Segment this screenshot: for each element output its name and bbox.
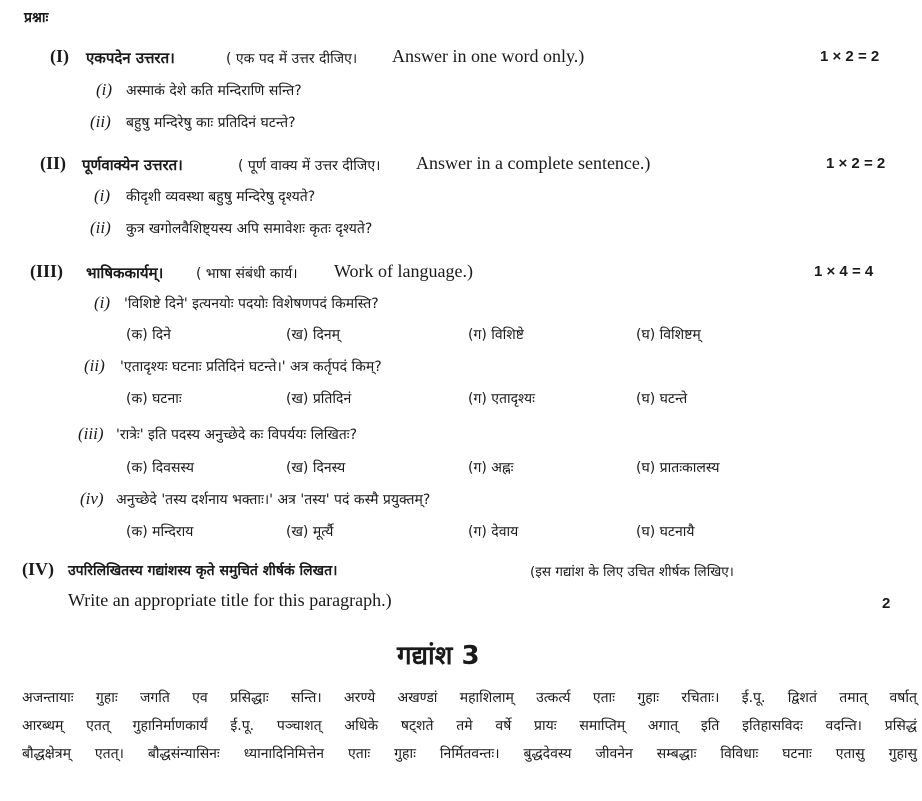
section-title-sanskrit: भाषिककार्यम्। [86, 264, 164, 282]
question-text: कीदृशी व्यवस्था बहुषु मन्दिरेषु दृश्यते? [126, 189, 316, 205]
question-number: (i) [94, 186, 111, 205]
question-number: (ii) [90, 112, 111, 131]
section-title-english: Answer in one word only.) [392, 46, 585, 66]
question-number: (iv) [80, 489, 104, 508]
section-number: (IV) [22, 559, 54, 579]
section-title-english: Write an appropriate title for this paragraph.) [68, 590, 392, 610]
option-ka: (क) दिवसस्य [126, 460, 194, 476]
questions-heading: प्रश्नाः [24, 10, 49, 26]
option-kha: (ख) दिनम् [286, 327, 341, 343]
section-title-hindi: ( पूर्ण वाक्य में उत्तर दीजिए। [238, 158, 381, 174]
section-number: (I) [50, 46, 69, 66]
option-kha: (ख) मूर्त्यै [286, 524, 334, 540]
option-gha: (घ) घटनायै [636, 524, 695, 540]
question-text: अनुच्छेदे 'तस्य दर्शनाय भक्ताः।' अत्र 'तस्य' पदं कस्मै प्रयुक्तम्? [116, 492, 431, 508]
option-kha: (ख) प्रतिदिनं [286, 391, 352, 407]
question-number: (i) [94, 293, 111, 312]
section-title-sanskrit: पूर्णवाक्येन उत्तरत। [82, 156, 183, 174]
section-title-sanskrit: उपरिलिखितस्य गद्यांशस्य कृते समुचितं शीर्षकं लिखत। [68, 563, 338, 579]
section-number: (III) [30, 261, 64, 281]
section-title-english: Answer in a complete sentence.) [416, 153, 651, 173]
section-title-hindi: ( एक पद में उत्तर दीजिए। [226, 51, 358, 67]
question-number: (iii) [78, 424, 104, 443]
option-ka: (क) घटनाः [126, 391, 182, 407]
option-gha: (घ) घटन्ते [636, 391, 688, 407]
section-title-hindi: (इस गद्यांश के लिए उचित शीर्षक लिखिए। [530, 564, 734, 580]
section-title-english: Work of language.) [334, 261, 473, 281]
question-number: (i) [96, 80, 113, 99]
section-title-sanskrit: एकपदेन उत्तरत। [86, 49, 175, 67]
passage-line: अजन्तायाः गुहाः जगति एव प्रसिद्धाः सन्ति। अरण्ये अखण्डां महाशिलाम् उत्कर्त्य एताः गुहाः रचिताः। ई.पू. द्विशतं तमात् वर्षात् [22, 690, 917, 706]
question-text: कुत्र खगोलवैशिष्ट्यस्य अपि समावेशः कृतः दृश्यते? [126, 221, 373, 237]
option-ga: (ग) अह्नः [468, 460, 514, 476]
option-ka: (क) मन्दिराय [126, 524, 194, 540]
passage-line: बौद्धक्षेत्रम् एतत्। बौद्धसंन्यासिनः ध्यानादिनिमित्तेन एताः गुहाः निर्मितवन्तः। बुद्धदेवस्य जीवनेन सम्बद्धाः विविधाः घटनाः एतासु गुहासु [22, 746, 917, 762]
passage-line: आरब्धम् एतत् गुहानिर्माणकार्यं ई.पू. पञ्चाशत् अधिके षट्शते तमे वर्षे प्रायः समाप्तिम् अगात् इति इतिहासविदः वदन्ति। प्रसिद्धं [22, 718, 917, 734]
section-marks: 1 × 4 = 4 [814, 263, 874, 280]
option-gha: (घ) प्रातःकालस्य [636, 460, 720, 476]
question-text: 'विशिष्टे दिने' इत्यनयोः पदयोः विशेषणपदं किमस्ति? [124, 296, 379, 312]
option-gha: (घ) विशिष्टम् [636, 327, 701, 343]
section-marks: 1 × 2 = 2 [826, 155, 886, 172]
question-text: बहुषु मन्दिरेषु काः प्रतिदिनं घटन्ते? [126, 115, 296, 131]
option-ga: (ग) एतादृश्यः [468, 391, 535, 407]
passage-title: गद्यांश 3 [397, 641, 480, 671]
question-text: 'रात्रेः' इति पदस्य अनुच्छेदे कः विपर्ययः लिखितः? [116, 427, 358, 443]
section-title-hindi: ( भाषा संबंधी कार्य। [196, 266, 298, 282]
question-number: (ii) [84, 356, 105, 375]
section-number: (II) [40, 153, 66, 173]
question-text: अस्माकं देशे कति मन्दिराणि सन्ति? [126, 83, 302, 99]
passage-body [22, 684, 917, 768]
section-marks: 1 × 2 = 2 [820, 48, 880, 65]
question-text: 'एतादृश्यः घटनाः प्रतिदिनं घटन्ते।' अत्र कर्तृपदं किम्? [120, 359, 382, 375]
section-marks: 2 [882, 595, 891, 612]
option-ga: (ग) देवाय [468, 524, 519, 540]
option-kha: (ख) दिनस्य [286, 460, 346, 476]
question-number: (ii) [90, 218, 111, 237]
option-ga: (ग) विशिष्टे [468, 327, 524, 343]
option-ka: (क) दिने [126, 327, 171, 343]
